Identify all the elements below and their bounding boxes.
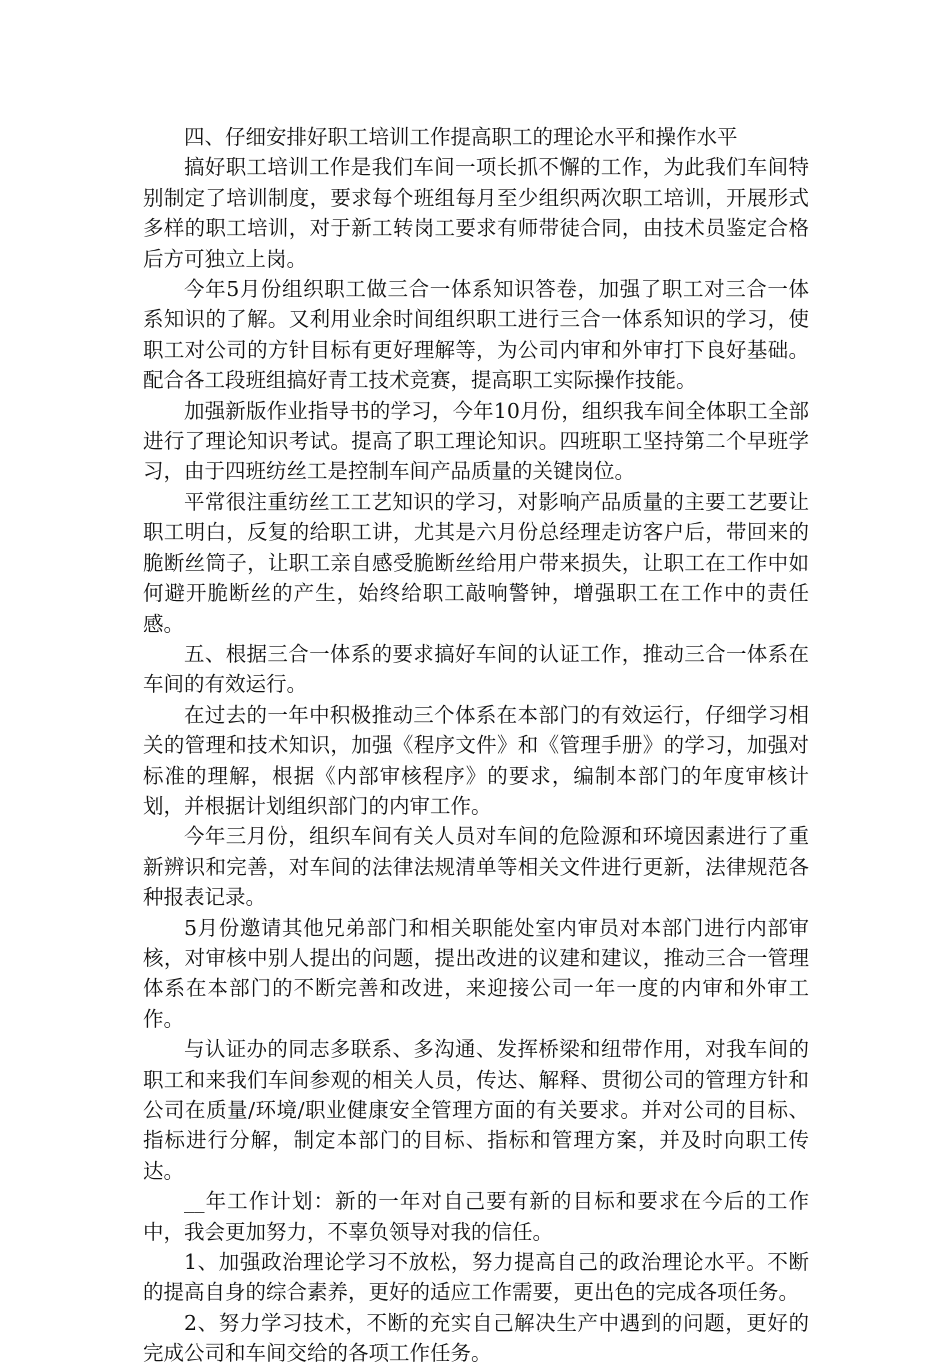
paragraph: 与认证办的同志多联系、多沟通、发挥桥梁和纽带作用，对我车间的职工和来我们车间参观的相关人员，传达、解释、贯彻公司的管理方针和公司在质量/环境/职业健康安全管理方面的有关要求。并对公司的目标、指标进行分解，制定本部门的目标、指标和管理方案，并及时向职工传达。 [143,1037,809,1183]
paragraph: 在过去的一年中积极推动三个体系在本部门的有效运行，仔细学习相关的管理和技术知识，加强《程序文件》和《管理手册》的学习，加强对标准的理解，根据《内部审核程序》的要求，编制本部门的年度审核计划，并根据计划组织部门的内审工作。 [143,702,809,818]
paragraph: 加强新版作业指导书的学习，今年10月份，组织我车间全体职工全部进行了理论知识考试。提高了职工理论知识。四班职工坚持第二个早班学习，由于四班纺丝工是控制车间产品质量的关键岗位。 [143,398,809,484]
paragraph-plan-item-2: 2、努力学习技术，不断的充实自己解决生产中遇到的问题，更好的完成公司和车间交给的各项工作任务。 [143,1310,809,1366]
paragraph: 今年5月份组织职工做三合一体系知识答卷，加强了职工对三合一体系知识的了解。又利用业余时间组织职工进行三合一体系知识的学习，使职工对公司的方针目标有更好理解等，为公司内审和外审打下良好基础。配合各工段班组搞好青工技术竞赛，提高职工实际操作技能。 [143,277,809,393]
paragraph: 搞好职工培训工作是我们车间一项长抓不懈的工作，为此我们车间特别制定了培训制度，要求每个班组每月至少组织两次职工培训，开展形式多样的职工培训，对于新工转岗工要求有师带徒合同，由技术员鉴定合格后方可独立上岗。 [143,155,809,271]
paragraph-section-4-heading: 四、仔细安排好职工培训工作提高职工的理论水平和操作水平 [184,125,738,149]
paragraph: 平常很注重纺丝工工艺知识的学习，对影响产品质量的主要工艺要让职工明白，反复的给职工讲，尤其是六月份总经理走访客户后，带回来的脆断丝筒子，让职工亲自感受脆断丝给用户带来损失，让职工在工作中如何避开脆断丝的产生，始终给职工敲响警钟，增强职工在工作中的责任感。 [143,489,809,636]
paragraph-section-5-heading: 五、根据三合一体系的要求搞好车间的认证工作，推动三合一体系在车间的有效运行。 [143,641,809,697]
paragraph: 今年三月份，组织车间有关人员对车间的危险源和环境因素进行了重新辨识和完善，对车间的法律法规清单等相关文件进行更新，法律规范各种报表记录。 [143,824,809,910]
paragraph-plan-item-1: 1、加强政治理论学习不放松，努力提高自己的政治理论水平。不断的提高自身的综合素养，更好的适应工作需要，更出色的完成各项任务。 [143,1250,809,1305]
paragraph: 5月份邀请其他兄弟部门和相关职能处室内审员对本部门进行内部审核，对审核中别人提出的问题，提出改进的议建和建议，推动三合一管理体系在本部门的不断完善和改进，来迎接公司一年一度的内审和外审工作。 [143,915,809,1031]
paragraph-work-plan: __年工作计划：新的一年对自己要有新的目标和要求在今后的工作中，我会更加努力，不辜负领导对我的信任。 [143,1189,809,1244]
document-body [143,122,809,1369]
